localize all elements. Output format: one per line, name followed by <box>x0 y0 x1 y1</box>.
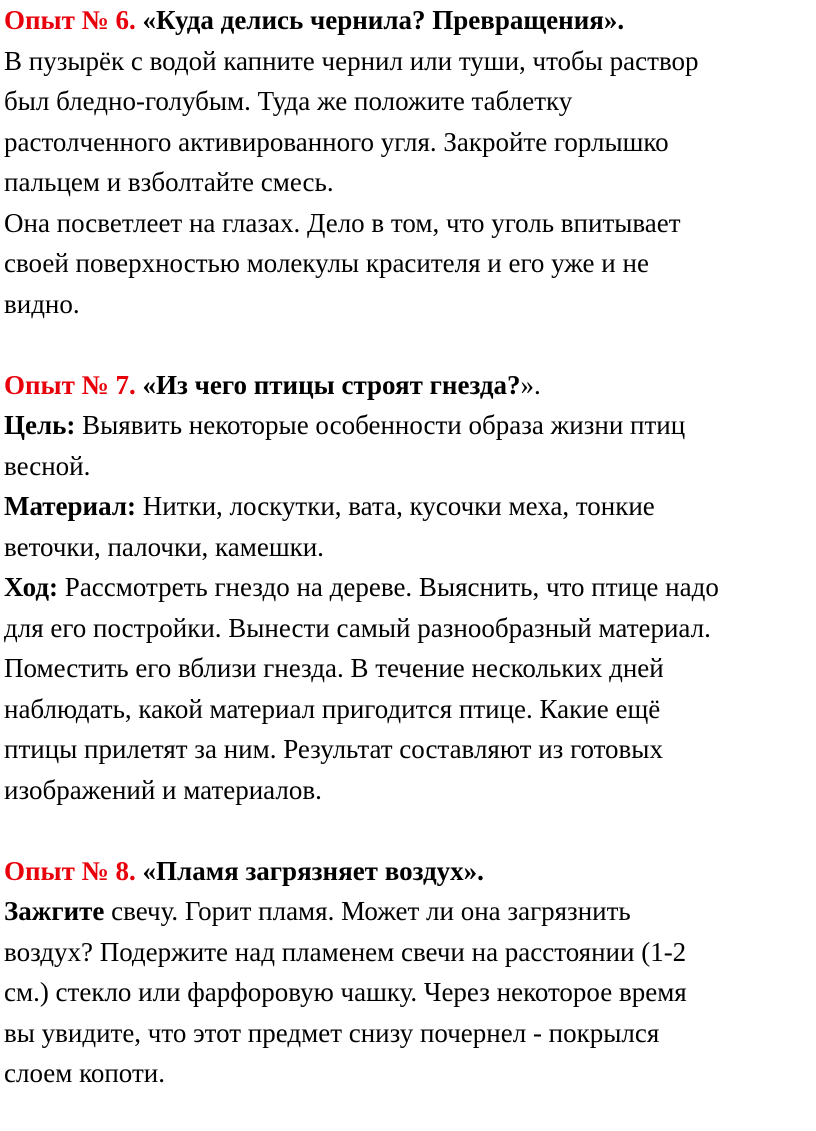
process-line: птицы прилетят за ним. Результат составляют из готовых <box>4 734 663 764</box>
process-line: Поместить его вблизи гнезда. В течение нескольких дней <box>4 653 664 683</box>
exp8-label: Опыт № 8. <box>4 855 136 886</box>
exp7-label: Опыт № 7. <box>4 369 136 400</box>
exp7-title-tail: ». <box>520 369 541 400</box>
exp8-first-line <box>4 891 812 932</box>
exp8-line: слоем копоти. <box>4 1058 165 1088</box>
paragraph-spacer <box>4 810 812 851</box>
exp6-line: видно. <box>4 288 80 319</box>
exp8-title: «Пламя загрязняет воздух». <box>142 855 484 886</box>
exp6-line: растолченного активированного угля. Закройте горлышко <box>4 126 669 157</box>
exp8-line1-text: свечу. Горит пламя. Может ли она загрязнить <box>111 896 631 926</box>
exp6-title: «Куда делись чернила? Превращения». <box>142 5 625 35</box>
goal-text-cont: весной. <box>4 450 91 481</box>
goal-text: Выявить некоторые особенности образа жизни птиц <box>82 410 686 440</box>
process-line: наблюдать, какой материал пригодится птице. Какие ещё <box>4 693 661 724</box>
exp6-line: Она посветлеет на глазах. Дело в том, что уголь впитывает <box>4 207 681 238</box>
exp8-line: воздух? Подержите над пламенем свечи на расстоянии (1-2 <box>4 936 687 967</box>
exp8-heading <box>4 851 812 892</box>
process-label: Ход: <box>4 572 59 602</box>
exp6-line: В пузырёк с водой капните чернил или туши, чтобы раствор <box>4 45 699 76</box>
goal-label: Цель: <box>4 410 76 440</box>
process-line: изображений и материалов. <box>4 774 322 805</box>
document-page <box>4 0 812 1094</box>
material-text: Нитки, лоскутки, вата, кусочки меха, тонкие <box>142 491 655 521</box>
exp6-line: своей поверхностью молекулы красителя и его уже и не <box>4 248 649 278</box>
exp8-lead: Зажгите <box>4 896 105 926</box>
paragraph-spacer <box>4 324 812 365</box>
exp7-heading <box>4 365 812 406</box>
exp7-goal <box>4 405 812 446</box>
process-text: Рассмотреть гнездо на дереве. Выяснить, что птице надо <box>64 572 719 602</box>
exp7-title: «Из чего птицы строят гнезда? <box>142 369 521 400</box>
material-label: Материал: <box>4 491 136 521</box>
exp6-line: пальцем и взболтайте смесь. <box>4 167 334 197</box>
exp8-line: вы увидите, что этот предмет снизу почернел - покрылся <box>4 1017 660 1048</box>
exp6-label: Опыт № 6. <box>4 5 136 35</box>
process-line: для его постройки. Вынести самый разнообразный материал. <box>4 612 711 643</box>
exp6-line: был бледно-голубым. Туда же положите таблетку <box>4 86 573 116</box>
exp7-material <box>4 486 812 527</box>
exp7-process <box>4 567 812 608</box>
material-text-cont: веточки, палочки, камешки. <box>4 531 324 562</box>
exp6-heading <box>4 0 812 41</box>
exp8-line: см.) стекло или фарфоровую чашку. Через некоторое время <box>4 977 687 1007</box>
